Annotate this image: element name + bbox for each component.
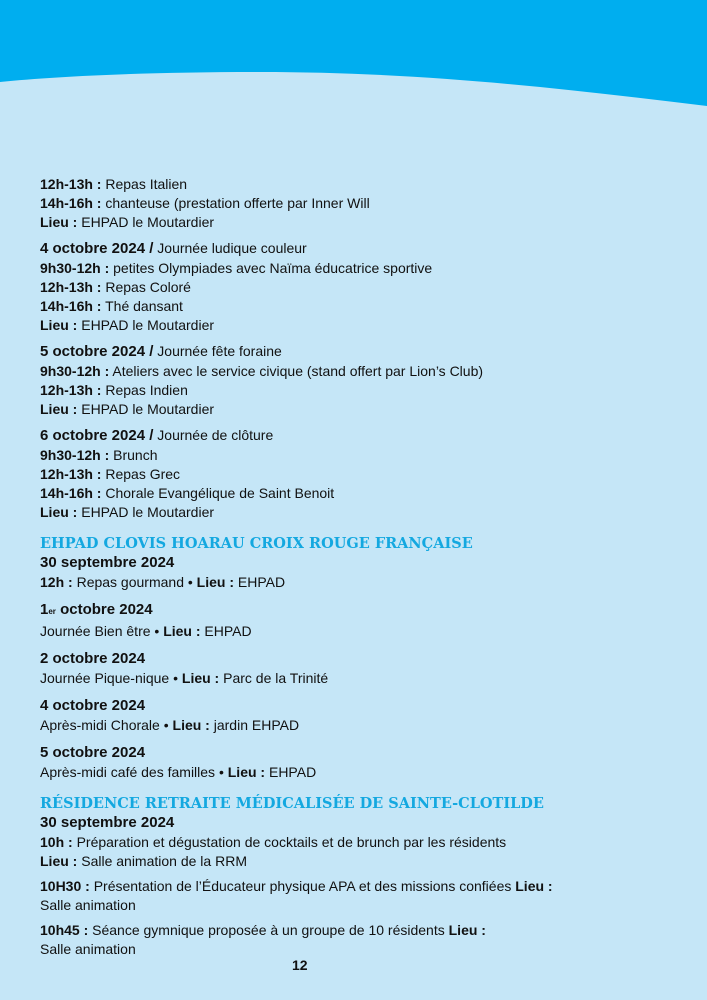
date-heading: 30 septembre 2024 — [40, 554, 175, 571]
event-line: Après-midi café des familles • Lieu : EHPAD — [40, 764, 317, 780]
program-content — [40, 175, 680, 959]
day-heading: 5 octobre 2024 / Journée fête foraine — [40, 343, 282, 360]
event-line: 12h : Repas gourmand • Lieu : EHPAD — [40, 574, 286, 590]
schedule-line: 12h-13h : Repas Indien — [40, 382, 188, 398]
location-line: Lieu : EHPAD le Moutardier — [40, 317, 215, 333]
header-wave-shape — [0, 0, 707, 106]
day-heading: 4 octobre 2024 / Journée ludique couleur — [40, 240, 307, 257]
section-heading: RÉSIDENCE RETRAITE MÉDICALISÉE DE SAINTE-CLOTILDE — [40, 795, 544, 812]
schedule-line: 14h-16h : Chorale Evangélique de Saint Benoit — [40, 485, 335, 501]
event-line: Après-midi Chorale • Lieu : jardin EHPAD — [40, 717, 300, 733]
event-line: Journée Pique-nique • Lieu : Parc de la Trinité — [40, 670, 329, 686]
location-line: Lieu : EHPAD le Moutardier — [40, 504, 215, 520]
date-heading: 5 octobre 2024 — [40, 744, 146, 761]
schedule-line: 12h-13h : Repas Italien — [40, 176, 188, 192]
schedule-line: 12h-13h : Repas Coloré — [40, 279, 191, 295]
page-number: 12 — [292, 957, 308, 973]
location-line: Lieu : EHPAD le Moutardier — [40, 214, 215, 230]
schedule-line: 9h30-12h : Ateliers avec le service civique (stand offert par Lion’s Club) — [40, 363, 484, 379]
date-heading: 2 octobre 2024 — [40, 650, 146, 667]
event-line: 10h : Préparation et dégustation de cocktails et de brunch par les résidents — [40, 834, 507, 850]
section-heading: EHPAD CLOVIS HOARAU CROIX ROUGE FRANÇAISE — [40, 535, 473, 552]
location-line: Lieu : EHPAD le Moutardier — [40, 401, 215, 417]
day-heading: 6 octobre 2024 / Journée de clôture — [40, 427, 274, 444]
schedule-line: 9h30-12h : petites Olympiades avec Naïma éducatrice sportive — [40, 260, 433, 276]
schedule-line: 14h-16h : Thé dansant — [40, 298, 183, 314]
date-heading: 4 octobre 2024 — [40, 697, 146, 714]
date-heading: 1er octobre 2024 — [40, 601, 153, 618]
event-line: Journée Bien être • Lieu : EHPAD — [40, 623, 252, 639]
event-line: 10h45 : Séance gymnique proposée à un groupe de 10 résidents Lieu : Salle animation — [40, 922, 486, 957]
header-wave — [0, 0, 707, 110]
schedule-line: 14h-16h : chanteuse (prestation offerte par Inner Will — [40, 195, 370, 211]
schedule-line: 9h30-12h : Brunch — [40, 447, 158, 463]
location-line: Lieu : Salle animation de la RRM — [40, 853, 247, 869]
event-line: 10H30 : Présentation de l’Éducateur physique APA et des missions confiées Lieu : Salle animation — [40, 878, 553, 913]
date-heading: 30 septembre 2024 — [40, 814, 175, 831]
schedule-line: 12h-13h : Repas Grec — [40, 466, 181, 482]
